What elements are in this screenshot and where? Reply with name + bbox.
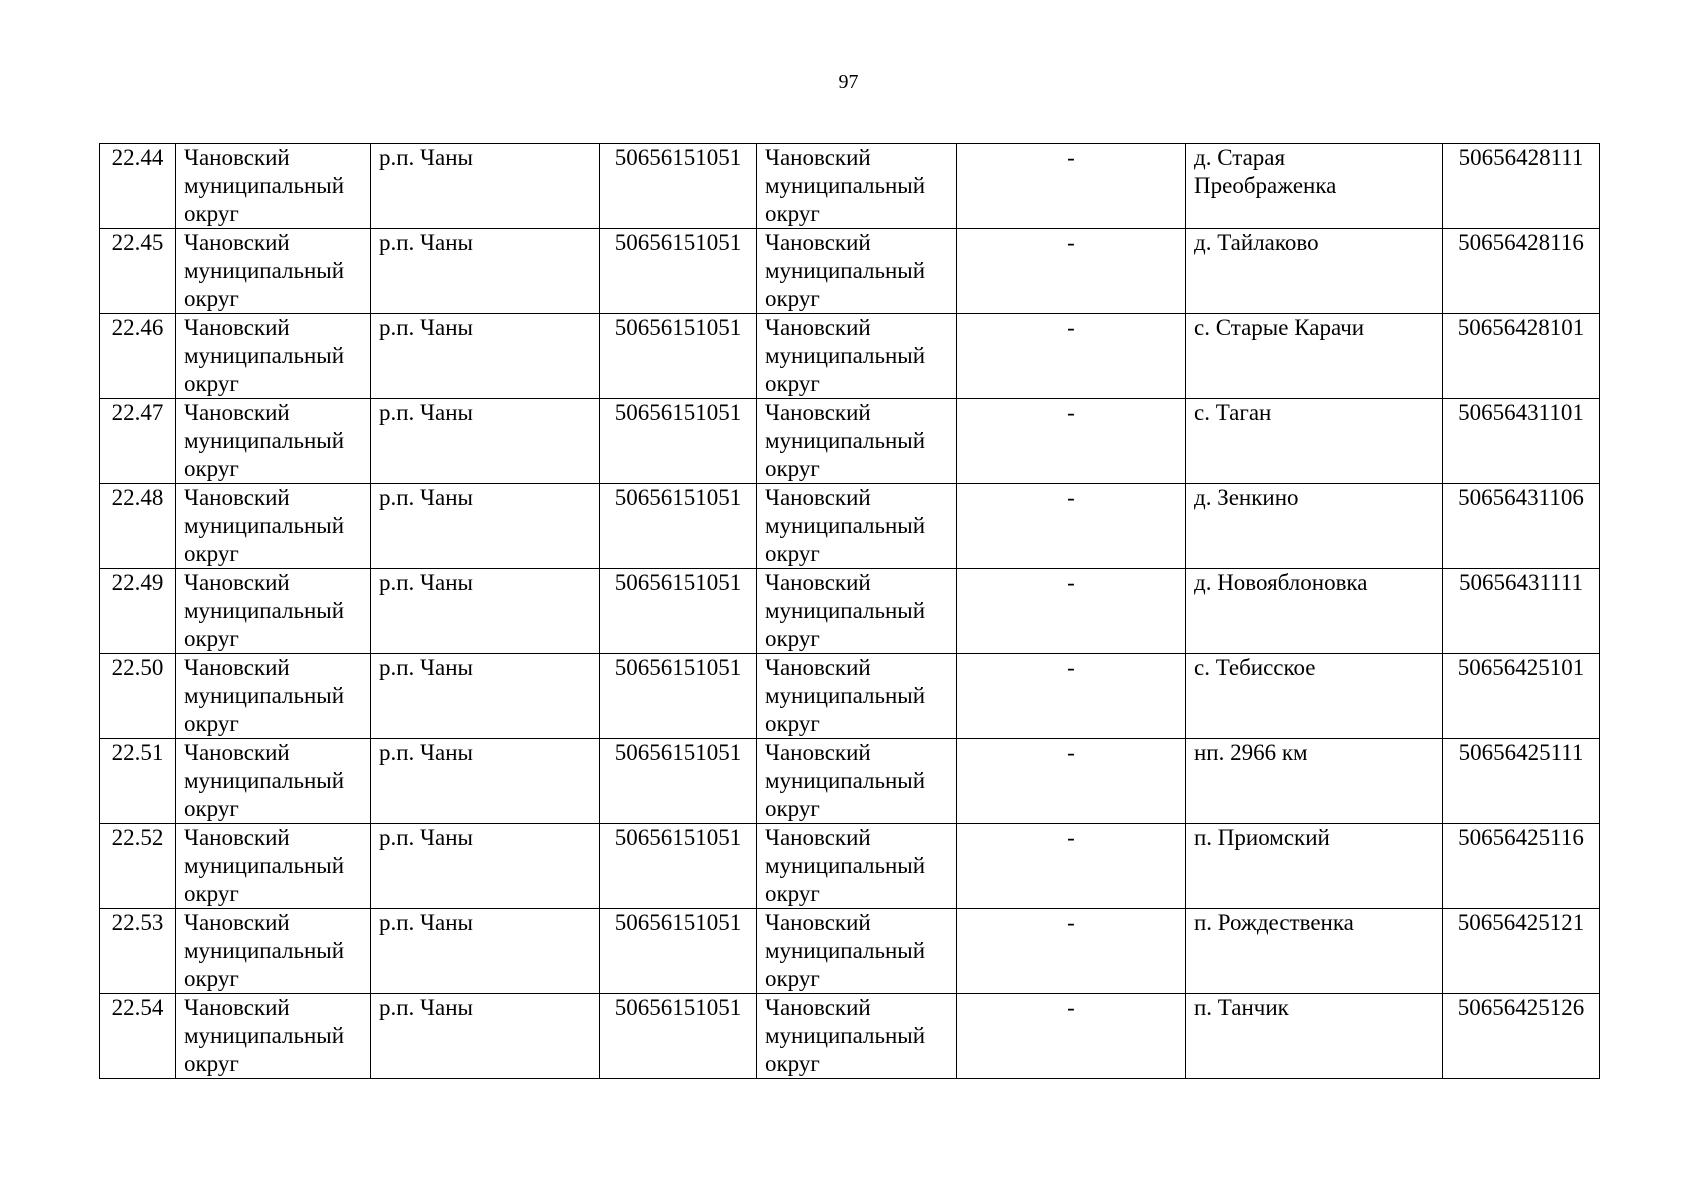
center-code-cell: 50656151051: [600, 994, 757, 1079]
dash-cell: -: [957, 909, 1186, 994]
center-code-cell: 50656151051: [600, 484, 757, 569]
admin-center-cell: р.п. Чаны: [371, 654, 600, 739]
admin-center-cell: р.п. Чаны: [371, 399, 600, 484]
settlement-cell: п. Приомский: [1186, 824, 1443, 909]
settlement-cell: нп. 2966 км: [1186, 739, 1443, 824]
district-cell: Чановский муниципальный округ: [176, 484, 371, 569]
admin-center-cell: р.п. Чаны: [371, 229, 600, 314]
settlement-cell: д. Зенкино: [1186, 484, 1443, 569]
okrug-cell: Чановский муниципальный округ: [757, 229, 957, 314]
dash-cell: -: [957, 399, 1186, 484]
district-cell: Чановский муниципальный округ: [176, 654, 371, 739]
okrug-cell: Чановский муниципальный округ: [757, 654, 957, 739]
row-number: 22.54: [100, 994, 176, 1079]
dash-cell: -: [957, 144, 1186, 229]
settlement-cell: с. Таган: [1186, 399, 1443, 484]
row-number: 22.47: [100, 399, 176, 484]
settlement-cell: с. Тебисское: [1186, 654, 1443, 739]
dash-cell: -: [957, 654, 1186, 739]
registry-table: [99, 143, 1600, 1079]
center-code-cell: 50656151051: [600, 144, 757, 229]
dash-cell: -: [957, 569, 1186, 654]
table-row: [100, 654, 1600, 739]
center-code-cell: 50656151051: [600, 654, 757, 739]
settlement-code-cell: 50656431106: [1443, 484, 1600, 569]
district-cell: Чановский муниципальный округ: [176, 994, 371, 1079]
admin-center-cell: р.п. Чаны: [371, 314, 600, 399]
row-number: 22.52: [100, 824, 176, 909]
admin-center-cell: р.п. Чаны: [371, 484, 600, 569]
admin-center-cell: р.п. Чаны: [371, 909, 600, 994]
center-code-cell: 50656151051: [600, 739, 757, 824]
center-code-cell: 50656151051: [600, 909, 757, 994]
table-row: [100, 314, 1600, 399]
settlement-cell: с. Старые Карачи: [1186, 314, 1443, 399]
okrug-cell: Чановский муниципальный округ: [757, 909, 957, 994]
table-row: [100, 229, 1600, 314]
okrug-cell: Чановский муниципальный округ: [757, 484, 957, 569]
settlement-code-cell: 50656425126: [1443, 994, 1600, 1079]
settlement-cell: д. Тайлаково: [1186, 229, 1443, 314]
okrug-cell: Чановский муниципальный округ: [757, 399, 957, 484]
district-cell: Чановский муниципальный округ: [176, 229, 371, 314]
dash-cell: -: [957, 229, 1186, 314]
table-row: [100, 824, 1600, 909]
dash-cell: -: [957, 314, 1186, 399]
row-number: 22.48: [100, 484, 176, 569]
row-number: 22.51: [100, 739, 176, 824]
center-code-cell: 50656151051: [600, 824, 757, 909]
settlement-code-cell: 50656425111: [1443, 739, 1600, 824]
row-number: 22.46: [100, 314, 176, 399]
dash-cell: -: [957, 994, 1186, 1079]
row-number: 22.45: [100, 229, 176, 314]
admin-center-cell: р.п. Чаны: [371, 144, 600, 229]
settlement-code-cell: 50656428101: [1443, 314, 1600, 399]
dash-cell: -: [957, 739, 1186, 824]
okrug-cell: Чановский муниципальный округ: [757, 824, 957, 909]
settlement-cell: п. Рождественка: [1186, 909, 1443, 994]
dash-cell: -: [957, 484, 1186, 569]
settlement-cell: д. Новояблоновка: [1186, 569, 1443, 654]
table-row: [100, 144, 1600, 229]
settlement-code-cell: 50656425101: [1443, 654, 1600, 739]
district-cell: Чановский муниципальный округ: [176, 144, 371, 229]
settlement-cell: д. Старая Преображенка: [1186, 144, 1443, 229]
admin-center-cell: р.п. Чаны: [371, 569, 600, 654]
center-code-cell: 50656151051: [600, 314, 757, 399]
district-cell: Чановский муниципальный округ: [176, 569, 371, 654]
settlement-code-cell: 50656425121: [1443, 909, 1600, 994]
okrug-cell: Чановский муниципальный округ: [757, 739, 957, 824]
table-row: [100, 994, 1600, 1079]
district-cell: Чановский муниципальный округ: [176, 909, 371, 994]
admin-center-cell: р.п. Чаны: [371, 739, 600, 824]
row-number: 22.49: [100, 569, 176, 654]
district-cell: Чановский муниципальный округ: [176, 824, 371, 909]
row-number: 22.50: [100, 654, 176, 739]
page-number: 97: [838, 71, 859, 93]
settlement-code-cell: 50656431101: [1443, 399, 1600, 484]
settlement-code-cell: 50656425116: [1443, 824, 1600, 909]
district-cell: Чановский муниципальный округ: [176, 399, 371, 484]
district-cell: Чановский муниципальный округ: [176, 739, 371, 824]
okrug-cell: Чановский муниципальный округ: [757, 569, 957, 654]
settlement-code-cell: 50656428116: [1443, 229, 1600, 314]
okrug-cell: Чановский муниципальный округ: [757, 314, 957, 399]
okrug-cell: Чановский муниципальный округ: [757, 994, 957, 1079]
center-code-cell: 50656151051: [600, 569, 757, 654]
settlement-code-cell: 50656428111: [1443, 144, 1600, 229]
row-number: 22.44: [100, 144, 176, 229]
dash-cell: -: [957, 824, 1186, 909]
settlement-code-cell: 50656431111: [1443, 569, 1600, 654]
admin-center-cell: р.п. Чаны: [371, 824, 600, 909]
center-code-cell: 50656151051: [600, 229, 757, 314]
admin-center-cell: р.п. Чаны: [371, 994, 600, 1079]
center-code-cell: 50656151051: [600, 399, 757, 484]
table-row: [100, 399, 1600, 484]
okrug-cell: Чановский муниципальный округ: [757, 144, 957, 229]
settlement-cell: п. Танчик: [1186, 994, 1443, 1079]
table-row: [100, 569, 1600, 654]
district-cell: Чановский муниципальный округ: [176, 314, 371, 399]
row-number: 22.53: [100, 909, 176, 994]
table-row: [100, 909, 1600, 994]
registry-table-body: [100, 144, 1600, 1079]
table-row: [100, 484, 1600, 569]
table-row: [100, 739, 1600, 824]
